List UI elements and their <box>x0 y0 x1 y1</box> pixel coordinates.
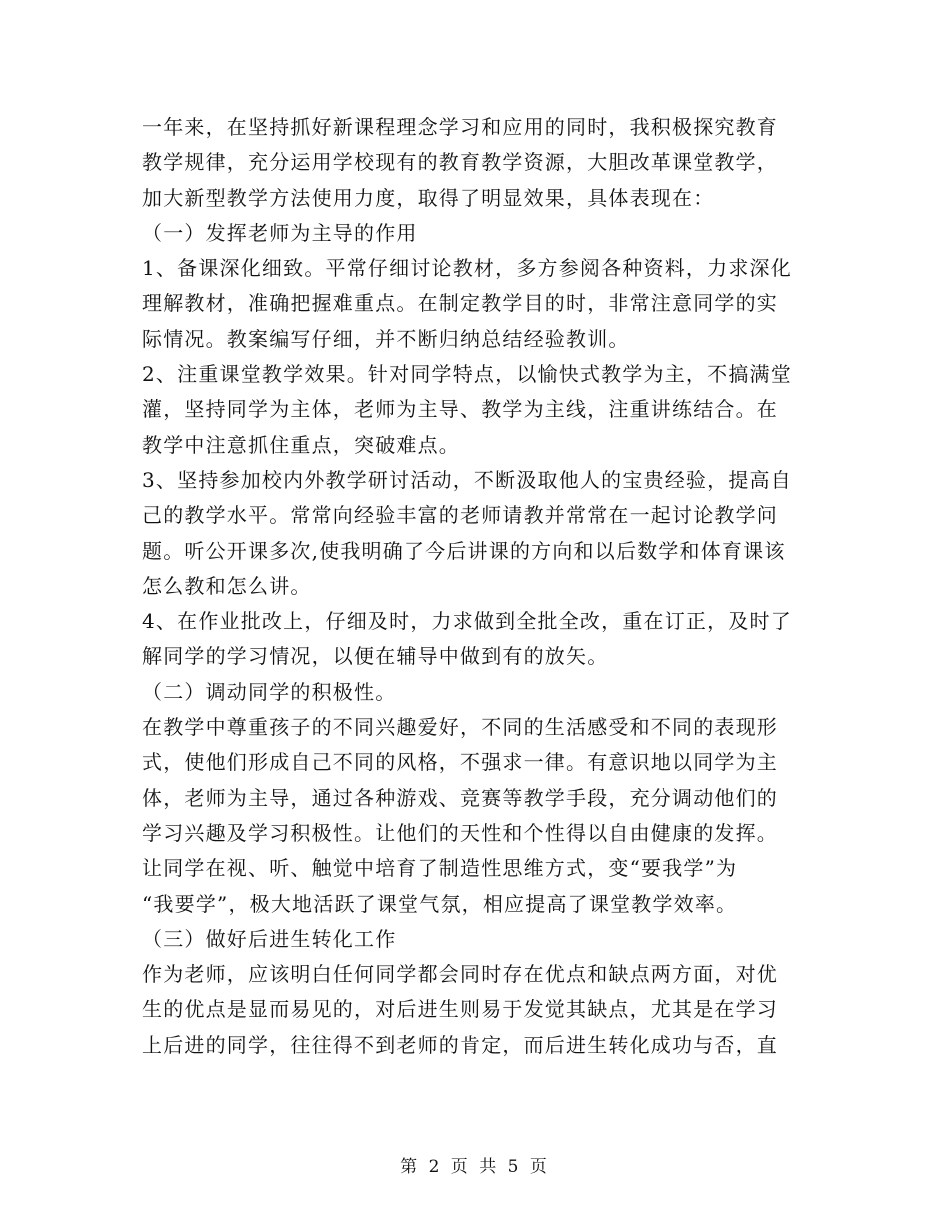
text-line: 作为老师，应该明白任何同学都会同时存在优点和缺点两方面，对优 <box>142 962 778 987</box>
text-line: 学习兴趣及学习积极性。让他们的天性和个性得以自由健康的发挥。 <box>142 820 778 845</box>
text-line: 怎么教和怎么讲。 <box>142 573 312 598</box>
text-line: 灌，坚持同学为主体，老师为主导、教学为主线，注重讲练结合。在 <box>142 397 778 422</box>
text-line: 解同学的学习情况，以便在辅导中做到有的放矢。 <box>142 644 609 669</box>
text-line: 式，使他们形成自己不同的风格，不强求一律。有意识地以同学为主 <box>142 750 778 775</box>
text-line: 让同学在视、听、触觉中培育了制造性思维方式，变“要我学”为 <box>142 856 738 881</box>
text-line: 1、备课深化细致。平常仔细讨论教材，多方参阅各种资料，力求深化 <box>142 256 792 281</box>
text-line: 教学规律，充分运用学校现有的教育教学资源，大胆改革课堂教学， <box>142 150 778 175</box>
section-heading: （一）发挥老师为主导的作用 <box>142 220 418 245</box>
text-line: 在教学中尊重孩子的不同兴趣爱好，不同的生活感受和不同的表现形 <box>142 715 778 740</box>
text-line: 2、注重课堂教学效果。针对同学特点，以愉快式教学为主，不搞满堂 <box>142 362 792 387</box>
text-line: 加大新型教学方法使用力度，取得了明显效果，具体表现在： <box>142 185 715 210</box>
text-line: 教学中注意抓住重点，突破难点。 <box>142 432 460 457</box>
body-text <box>142 110 822 1063</box>
text-line: 生的优点是显而易见的，对后进生则易于发觉其缺点，尤其是在学习 <box>142 997 778 1022</box>
text-line: 题。听公开课多次,使我明确了今后讲课的方向和以后数学和体育课该 <box>142 538 786 563</box>
text-line: 4、在作业批改上，仔细及时，力求做到全批全改，重在订正，及时了 <box>142 609 792 634</box>
text-line: 理解教材，准确把握难重点。在制定教学目的时，非常注意同学的实 <box>142 291 778 316</box>
text-line: 际情况。教案编写仔细，并不断归纳总结经验教训。 <box>142 326 630 351</box>
text-line: 己的教学水平。常常向经验丰富的老师请教并常常在一起讨论教学问 <box>142 503 778 528</box>
text-line: “我要学”，极大地活跃了课堂气氛，相应提高了课堂教学效率。 <box>142 891 738 916</box>
text-line: 3、坚持参加校内外教学研讨活动，不断汲取他人的宝贵经验，提高自 <box>142 467 792 492</box>
section-heading: （二）调动同学的积极性。 <box>142 679 397 704</box>
page-number-footer: 第 2 页 共 5 页 <box>400 1157 550 1177</box>
text-line: 一年来，在坚持抓好新课程理念学习和应用的同时，我积极探究教育 <box>142 115 778 139</box>
section-heading: （三）做好后进生转化工作 <box>142 926 397 951</box>
text-line: 体，老师为主导，通过各种游戏、竞赛等教学手段，充分调动他们的 <box>142 785 778 810</box>
text-line: 上后进的同学，往往得不到老师的肯定，而后进生转化成功与否，直 <box>142 1032 778 1057</box>
